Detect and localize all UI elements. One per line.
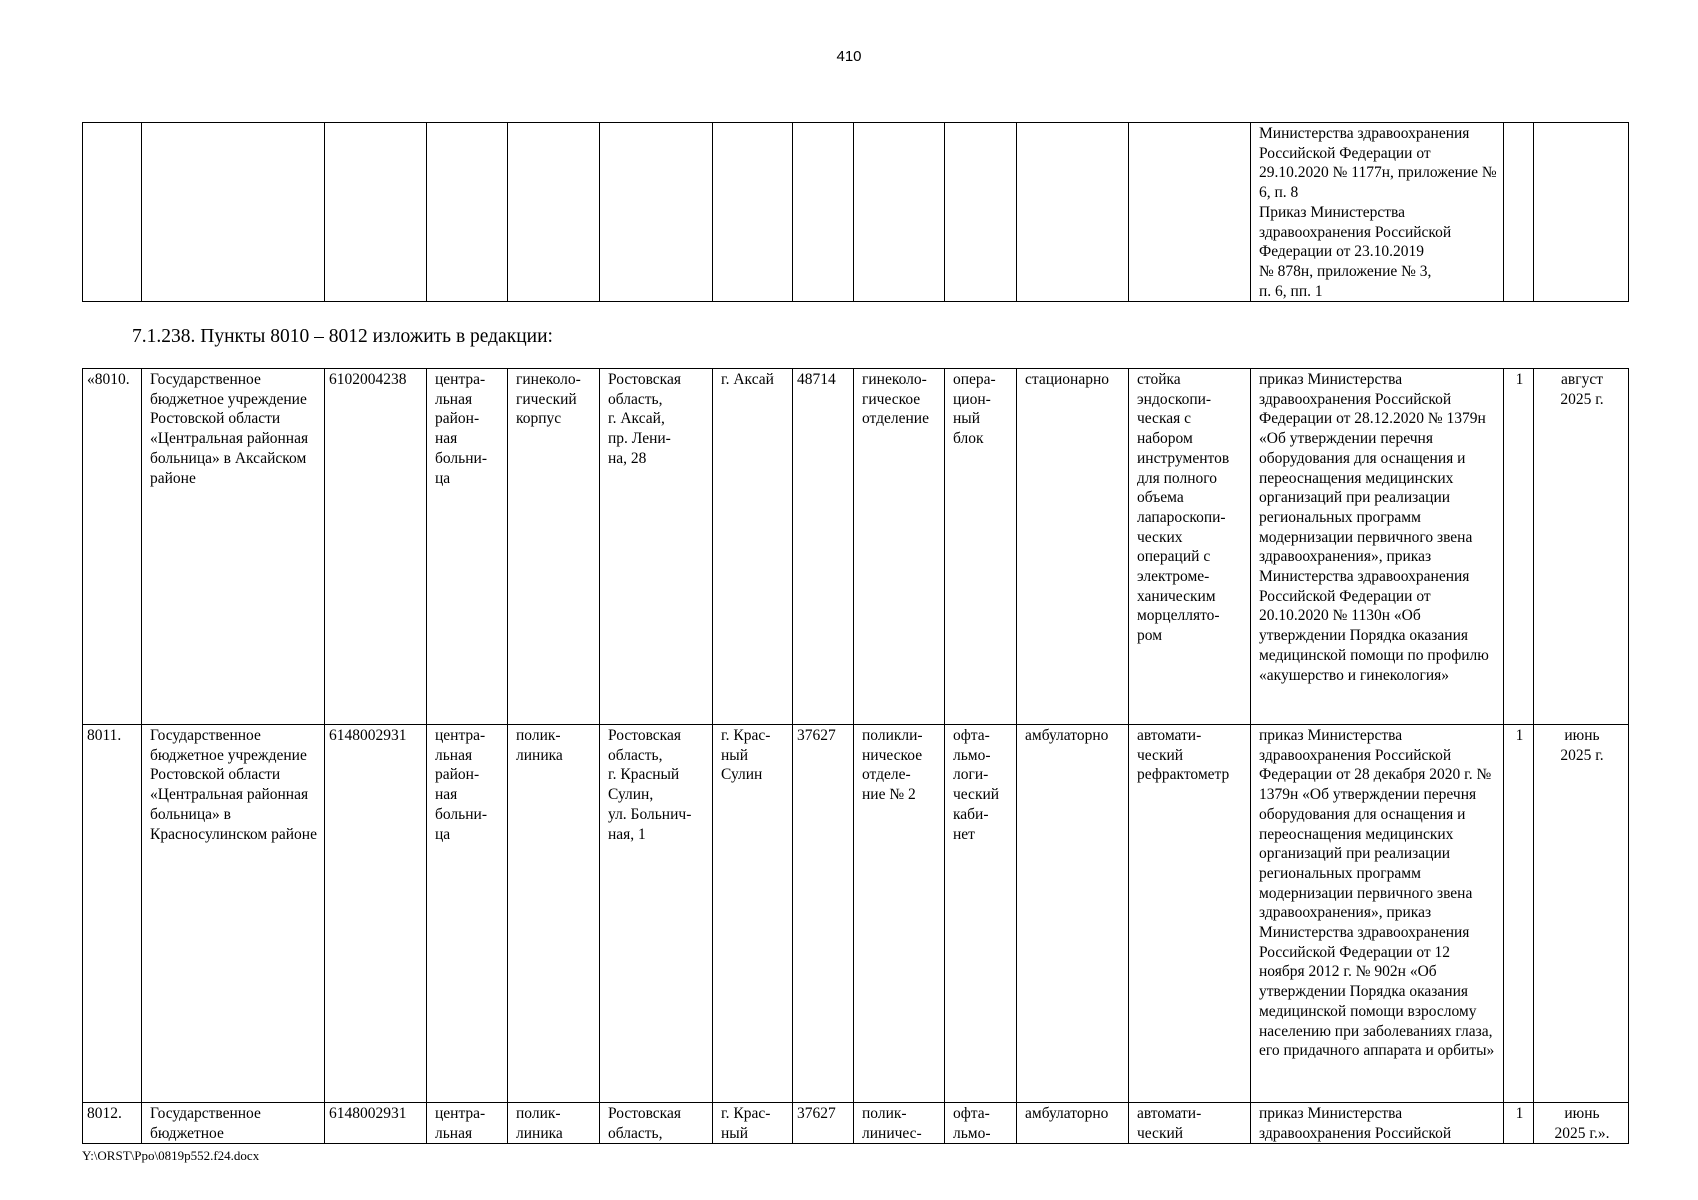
file-path-footer: Y:\ORST\Ppo\0819p552.f24.docx: [82, 1148, 260, 1163]
cell-dept: полик- линичес-: [854, 1103, 945, 1144]
cont-cell-code: [793, 123, 854, 302]
cont-cell-equipment: [1129, 123, 1251, 302]
cont-cell-unit: [945, 123, 1017, 302]
cell-mode: амбулаторно: [1017, 1103, 1129, 1144]
cell-code: 48714: [793, 369, 854, 725]
cont-cell-legal: Министерства здравоохранения Российской Федерации от 29.10.2020 № 1177н, приложение № 6, п. 8 Приказ Министерства здравоохранения Российской Федерации от 23.10.2019 № 878н, приложение № 3, п. 6, пп. 1: [1251, 123, 1504, 302]
cell-org: Государственное бюджетное: [142, 1103, 325, 1144]
cont-cell-qty: [1504, 123, 1534, 302]
cell-type: центра- льная район- ная больни- ца: [427, 725, 508, 1103]
cell-date: июнь 2025 г.».: [1534, 1103, 1629, 1144]
cont-cell-mode: [1017, 123, 1129, 302]
cell-qty: 1: [1504, 725, 1534, 1103]
cell-dept: поликли- ническое отделе- ние № 2: [854, 725, 945, 1103]
cell-city: г. Крас- ный Сулин: [713, 725, 793, 1103]
cont-cell-city: [713, 123, 793, 302]
cell-code: 37627: [793, 1103, 854, 1144]
cell-legal: приказ Министерства здравоохранения Российской: [1251, 1103, 1504, 1144]
cell-mode: стационарно: [1017, 369, 1129, 725]
cell-address: Ростовская область, г. Красный Сулин, ул. Больнич- ная, 1: [600, 725, 713, 1103]
continued-table: [82, 122, 1629, 302]
page-number: 410: [836, 48, 862, 65]
cell-qty: 1: [1504, 369, 1534, 725]
cont-cell-date: [1534, 123, 1629, 302]
equipment-table: [82, 368, 1629, 1144]
cont-cell-building: [508, 123, 600, 302]
cell-date: июнь 2025 г.: [1534, 725, 1629, 1103]
table-row: [83, 725, 1629, 1103]
cont-cell-address: [600, 123, 713, 302]
amendment-intro: 7.1.238. Пункты 8010 – 8012 изложить в редакции:: [132, 326, 553, 347]
cell-inn: 6102004238: [325, 369, 427, 725]
cell-building: полик- линика: [508, 725, 600, 1103]
cell-mode: амбулаторно: [1017, 725, 1129, 1103]
cell-inn: 6148002931: [325, 725, 427, 1103]
cont-cell-num: [83, 123, 142, 302]
cont-cell-org: [142, 123, 325, 302]
cell-unit: опера- цион- ный блок: [945, 369, 1017, 725]
cell-num: 8012.: [83, 1103, 142, 1144]
cell-date: август 2025 г.: [1534, 369, 1629, 725]
cell-equipment: автомати- ческий рефрактометр: [1129, 725, 1251, 1103]
cell-type: центра- льная район- ная больни- ца: [427, 369, 508, 725]
cell-legal: приказ Министерства здравоохранения Российской Федерации от 28.12.2020 № 1379н «Об утверждении перечня оборудования для оснащения и переоснащения медицинских организаций при реализации региональных программ модернизации первичного звена здравоохранения», приказ Министерства здравоохранения Российской Федерации от 20.10.2020 № 1130н «Об утверждении Порядка оказания медицинской помощи по профилю «акушерство и гинекология»: [1251, 369, 1504, 725]
cell-unit: офта- льмо- логи- ческий каби- нет: [945, 725, 1017, 1103]
cell-city: г. Крас- ный: [713, 1103, 793, 1144]
cell-building: гинеколо- гический корпус: [508, 369, 600, 725]
cell-legal: приказ Министерства здравоохранения Российской Федерации от 28 декабря 2020 г. № 1379н «Об утверждении перечня оборудования для оснащения и переоснащения медицинских организаций при реализации региональных программ модернизации первичного звена здравоохранения», приказ Министерства здравоохранения Российской Федерации от 12 ноября 2012 г. № 902н «Об утверждении Порядка оказания медицинской помощи взрослому населению при заболеваниях глаза, его придачного аппарата и орбиты»: [1251, 725, 1504, 1103]
cell-building: полик- линика: [508, 1103, 600, 1144]
cont-cell-dept: [854, 123, 945, 302]
cell-inn: 6148002931: [325, 1103, 427, 1144]
cell-num: «8010.: [83, 369, 142, 725]
cell-dept: гинеколо- гическое отделение: [854, 369, 945, 725]
cell-qty: 1: [1504, 1103, 1534, 1144]
cell-address: Ростовская область, г. Аксай, пр. Лени- на, 28: [600, 369, 713, 725]
cont-cell-inn: [325, 123, 427, 302]
cell-address: Ростовская область,: [600, 1103, 713, 1144]
table-row: [83, 369, 1629, 725]
table-row: [83, 1103, 1629, 1144]
cell-city: г. Аксай: [713, 369, 793, 725]
cont-cell-type: [427, 123, 508, 302]
cell-type: центра- льная: [427, 1103, 508, 1144]
cell-unit: офта- льмо-: [945, 1103, 1017, 1144]
cell-code: 37627: [793, 725, 854, 1103]
cell-org: Государственное бюджетное учреждение Ростовской области «Центральная районная больница» в Красносулинском районе: [142, 725, 325, 1103]
cell-equipment: автомати- ческий: [1129, 1103, 1251, 1144]
cell-org: Государственное бюджетное учреждение Ростовской области «Центральная районная больница» в Аксайском районе: [142, 369, 325, 725]
cell-equipment: стойка эндоскопи- ческая с набором инструментов для полного объема лапароскопи- ческих операций с электроме- ханическим морцеллято- ром: [1129, 369, 1251, 725]
cell-num: 8011.: [83, 725, 142, 1103]
